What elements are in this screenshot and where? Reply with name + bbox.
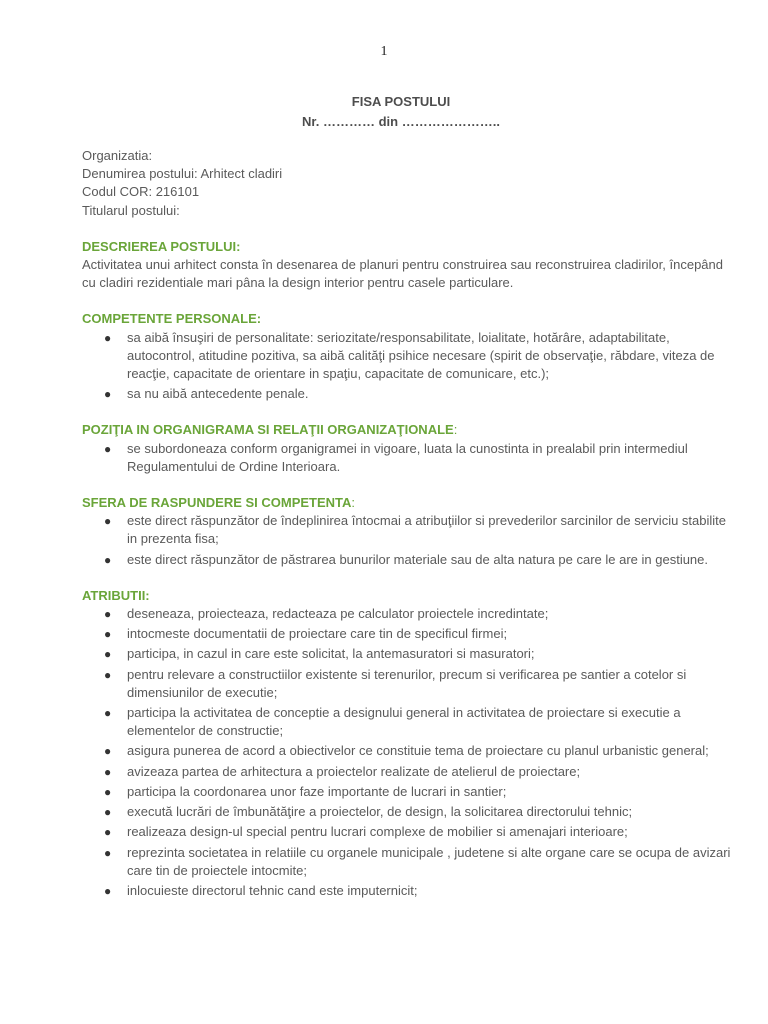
section-description [82, 238, 732, 293]
list-item-text: sa nu aibă antecedente penale. [127, 386, 309, 402]
section-heading: ATRIBUTII: [82, 587, 150, 603]
bullet-icon: ● [104, 667, 112, 682]
list-item [82, 823, 732, 841]
bullet-icon: ● [104, 845, 112, 860]
bullet-icon: ● [104, 805, 112, 820]
list-item-text: inlocuieste directorul tehnic cand este imputernicit; [127, 882, 418, 898]
bullet-list [82, 512, 732, 569]
list-item [82, 844, 732, 880]
section-responsibility [82, 494, 732, 569]
info-job-name: Denumirea postului: Arhitect cladiri [82, 166, 283, 182]
list-item [82, 385, 732, 403]
bullet-icon: ● [104, 706, 112, 721]
list-item [82, 783, 732, 801]
document-body [82, 147, 732, 902]
section-heading [82, 421, 732, 439]
bullet-icon: ● [104, 627, 112, 642]
section-heading-text: POZIŢIA IN ORGANIGRAMA SI RELAŢII ORGANIZAŢIONALE [82, 422, 454, 438]
bullet-icon: ● [104, 784, 112, 799]
section-competences [82, 310, 732, 403]
list-item [82, 645, 732, 663]
list-item-text: este direct răspunzător de îndeplinirea întocmai a atribuţiilor si prevederilor sarcinilor de serviciu stabilite in prezenta fisa; [127, 513, 727, 547]
list-item [82, 551, 732, 569]
job-info [82, 147, 732, 220]
bullet-icon: ● [104, 744, 112, 759]
description-text: Activitatea unui arhitect consta în desenarea de planuri pentru construirea sau reconstruirea cladirilor, începând cu cladiri rezidentiale mari pâna la design interior pentru casele particulare. [82, 257, 723, 291]
list-item-text: participa la coordonarea unor faze importante de lucrari in santier; [127, 783, 507, 799]
document-number-line: Nr. ………… din ………………….. [302, 114, 500, 129]
list-item-text: deseneaza, proiecteaza, redacteaza pe calculator proiectele incredintate; [127, 606, 549, 622]
bullet-icon: ● [104, 441, 112, 456]
section-heading [82, 494, 732, 512]
bullet-icon: ● [104, 764, 112, 779]
list-item [82, 882, 732, 900]
list-item-text: se subordoneaza conform organigramei in vigoare, luata la cunostinta in prealabil prin intermediul Regulamentului de Ordine Interioara. [127, 440, 688, 474]
list-item [82, 605, 732, 623]
bullet-list [82, 329, 732, 404]
bullet-icon: ● [104, 514, 112, 529]
list-item-text: participa la activitatea de conceptie a designului general in activitatea de proiectare si executie a elementelor de constructie; [127, 705, 681, 739]
list-item-text: este direct răspunzător de păstrarea bunurilor materiale sau de alta natura pe care le are in gestiune. [127, 551, 709, 567]
info-holder: Titularul postului: [82, 202, 180, 218]
section-position [82, 421, 732, 476]
list-item-text: participa, in cazul in care este solicitat, la antemasuratori si masuratori; [127, 646, 535, 662]
heading-colon: : [351, 495, 356, 511]
heading-colon: : [453, 422, 458, 438]
bullet-icon: ● [104, 607, 112, 622]
list-item-text: realizeaza design-ul special pentru lucrari complexe de mobilier si amenajari interioare; [127, 824, 628, 840]
list-item [82, 763, 732, 781]
list-item-text: reprezinta societatea in relatiile cu organele municipale , judetene si alte organe care se ocupa de avizari care tin de proiectele intocmite; [127, 844, 731, 878]
bullet-list [82, 440, 732, 476]
bullet-list [82, 605, 732, 900]
list-item [82, 512, 732, 548]
list-item [82, 666, 732, 702]
bullet-icon: ● [104, 647, 112, 662]
list-item-text: intocmeste documentatii de proiectare care tin de specificul firmei; [127, 626, 508, 642]
section-heading-text: SFERA DE RASPUNDERE SI COMPETENTA [82, 495, 352, 511]
bullet-icon: ● [104, 387, 112, 402]
list-item-text: sa aibă însuşiri de personalitate: seriozitate/responsabilitate, loialitate, hotărâre, adaptabilitate, autocontrol, atitudine pozitiva, sa aibă calităţi psihice necesare (spirit de observaţie, răbdare, viteza de reacţie, capacitate de orientare in spaţiu, capacitate de comunicare, etc.); [127, 329, 715, 382]
list-item-text: asigura punerea de acord a obiectivelor ce constituie tema de proiectare cu planul urbanistic general; [127, 743, 709, 759]
list-item-text: execută lucrări de îmbunătăţire a proiectelor, de design, la solicitarea directorului tehnic; [127, 804, 633, 820]
list-item [82, 329, 732, 384]
page-number: 1 [380, 44, 388, 59]
document-title: FISA POSTULUI [351, 94, 451, 109]
bullet-icon: ● [104, 825, 112, 840]
bullet-icon: ● [104, 330, 112, 345]
section-heading: COMPETENTE PERSONALE: [82, 311, 262, 327]
list-item [82, 440, 732, 476]
list-item [82, 742, 732, 760]
bullet-icon: ● [104, 883, 112, 898]
info-organization: Organizatia: [82, 148, 153, 163]
list-item [82, 704, 732, 740]
list-item [82, 625, 732, 643]
document-header [0, 92, 768, 132]
section-duties [82, 587, 732, 900]
bullet-icon: ● [104, 552, 112, 567]
list-item-text: pentru relevare a constructiilor existente si terenurilor, precum si verificarea pe santier a cotelor si dimensiunilor de executie; [127, 666, 687, 700]
section-heading: DESCRIEREA POSTULUI: [82, 238, 241, 254]
list-item [82, 803, 732, 821]
list-item-text: avizeaza partea de arhitectura a proiectelor realizate de atelierul de proiectare; [127, 763, 581, 779]
info-cor-code: Codul COR: 216101 [82, 184, 200, 200]
